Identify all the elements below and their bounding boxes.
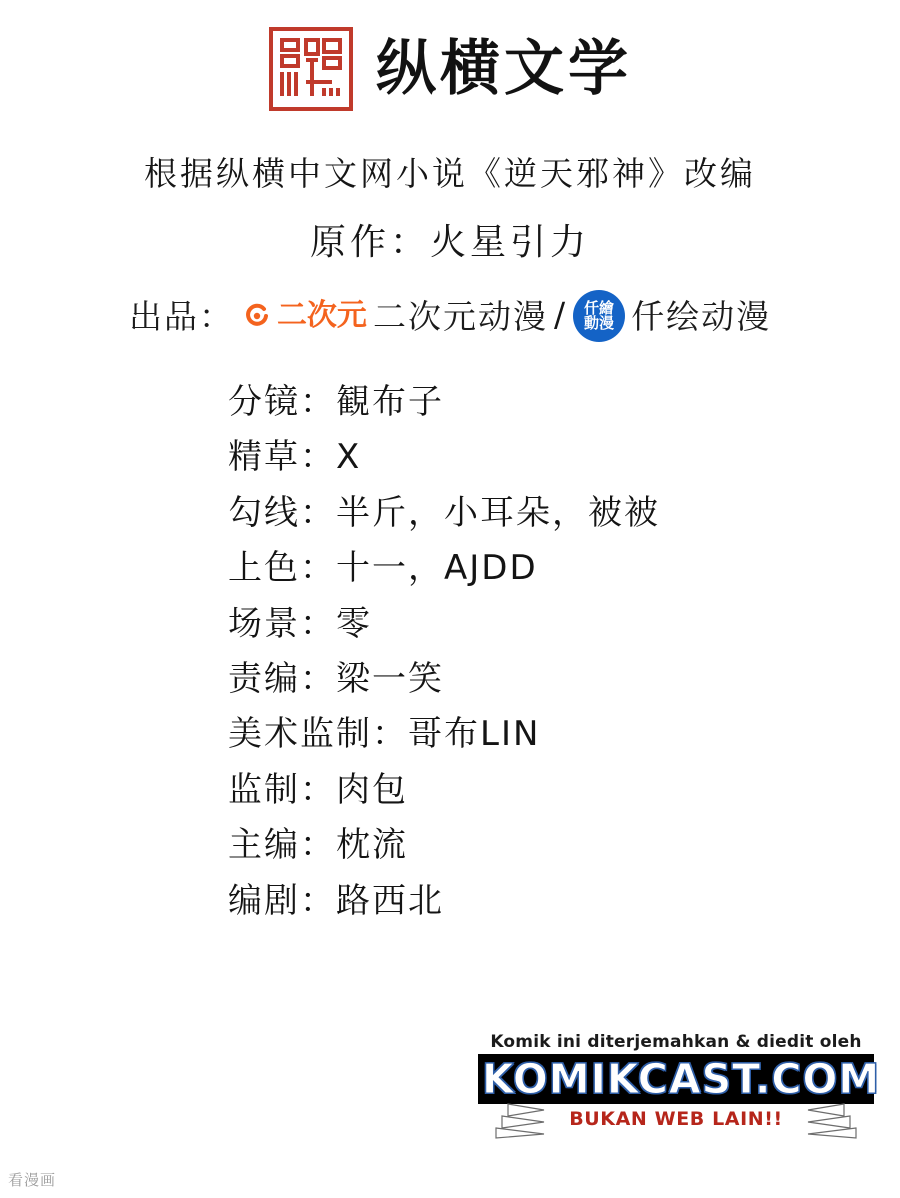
staff-row: 责编：梁一笑 [228,658,444,699]
watermark-sub-text: BUKAN WEB LAIN!! [569,1108,783,1131]
watermark-main-text: KOMIKCAST.COM [478,1054,874,1104]
brand-title: 纵横文学 [376,34,632,104]
zongheng-seal-icon [268,26,354,112]
masthead [0,0,900,110]
qianhui-badge-icon [573,290,625,342]
adaptation-line: 根据纵横中文网小说《逆天邪神》改编 [144,154,756,193]
staff-row: 主编：枕流 [228,825,408,866]
qianhui-badge-line1: 仟繪 [584,298,615,317]
original-author-line: 原作：火星引力 [309,222,590,264]
source-tag: 看漫画 [8,1171,57,1189]
studio-two-label: 仟绘动漫 [631,297,772,337]
producer-separator: / [553,295,568,335]
staff-row: 场景：零 [228,603,372,644]
staff-row: 监制：肉包 [228,769,408,810]
staff-row: 编剧：路西北 [228,880,444,921]
credit-lines [0,148,900,341]
staff-row: 上色：十一，AJDD [228,548,538,589]
staff-row: 分镜：観布子 [228,381,444,422]
erciyuan-logo-text: 二次元 [276,297,367,333]
producer-line [0,289,900,341]
producer-label: 出品： [128,297,234,337]
staff-list [0,375,900,929]
staff-row: 精草：X [228,437,362,478]
watermark-top-text: Komik ini diterjemahkan & diedit oleh [490,1032,862,1052]
erciyuan-swirl-icon [242,301,272,331]
staff-row: 勾线：半斤，小耳朵，被被 [228,492,660,533]
komikcast-watermark [478,1032,881,1131]
studio-one-label: 二次元动漫 [372,297,548,337]
staff-row: 美术监制：哥布LIN [228,714,541,755]
erciyuan-logo [242,297,367,333]
qianhui-badge-line2: 動漫 [584,313,615,332]
